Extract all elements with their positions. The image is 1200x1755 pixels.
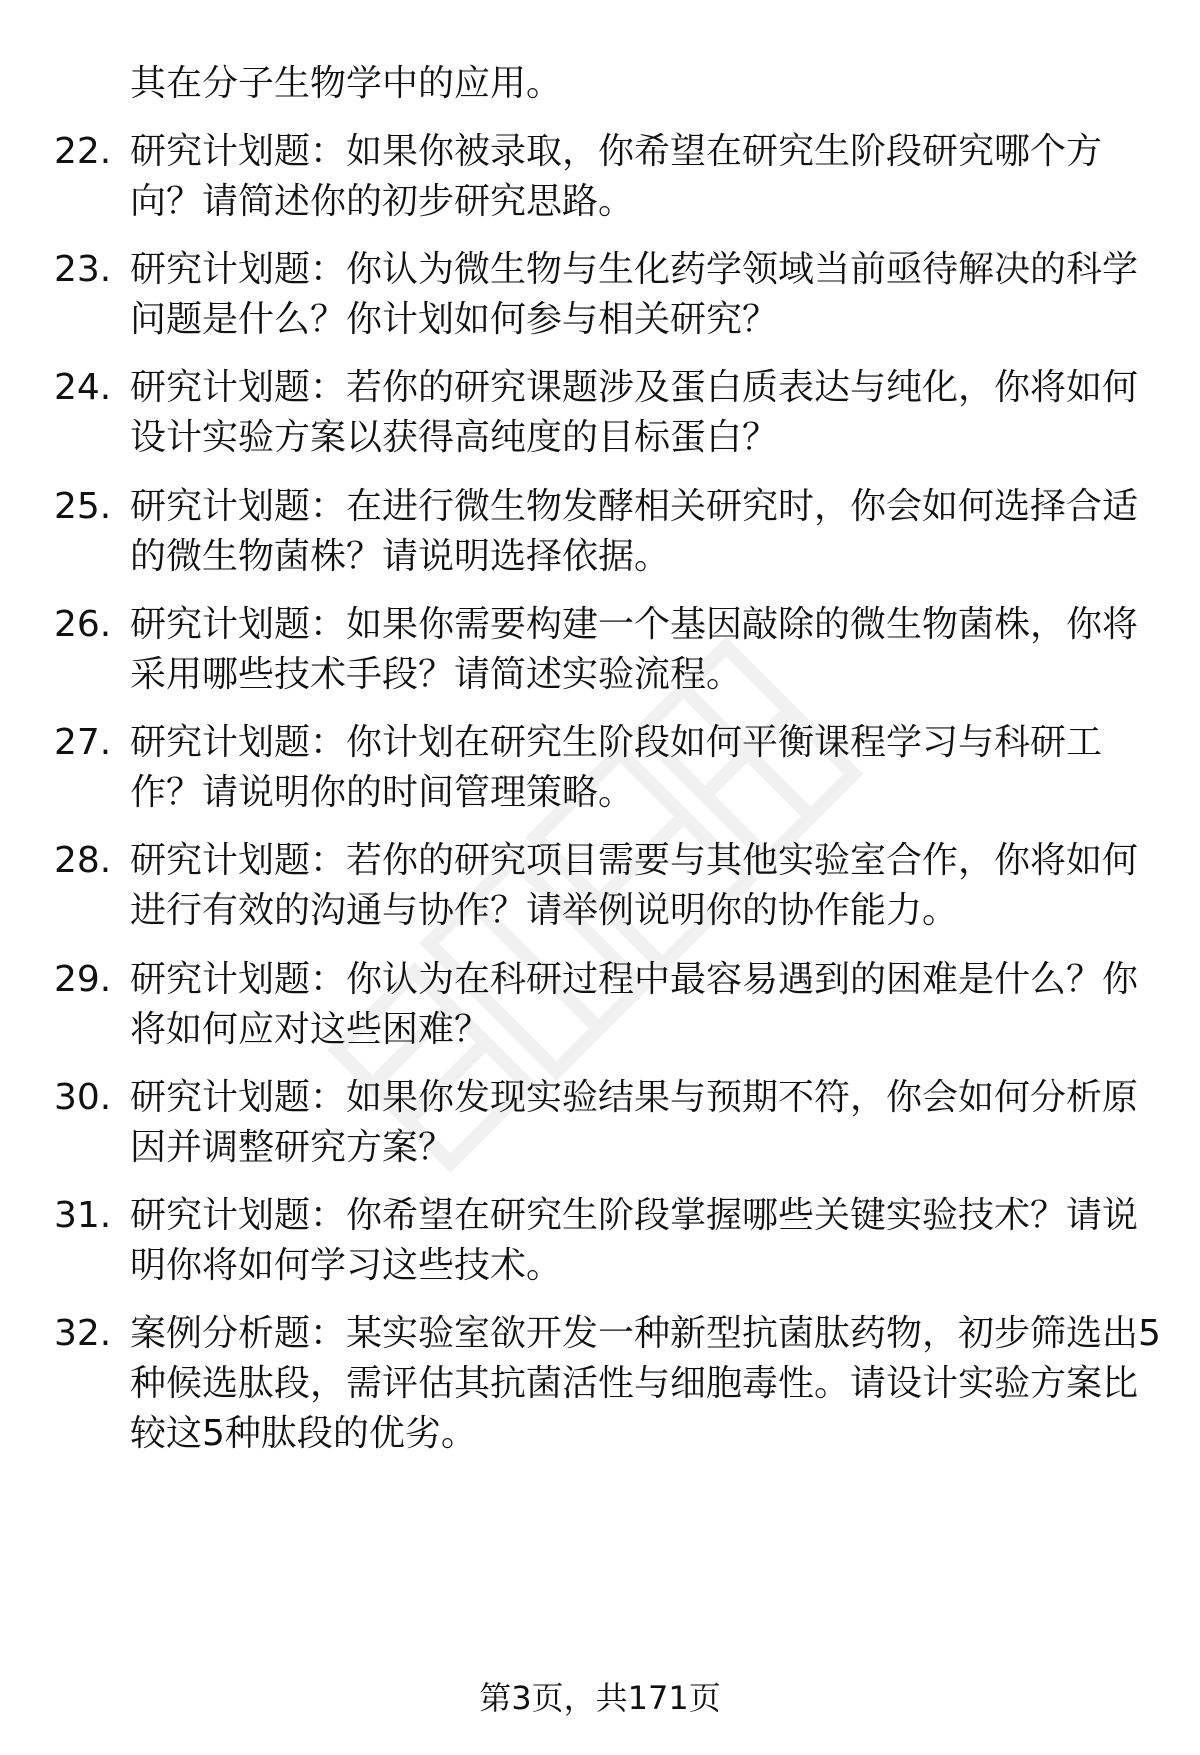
question-item-28 [0, 837, 1200, 937]
question-item-24 [0, 364, 1200, 464]
question-number: 24. [54, 367, 112, 408]
question-text-line: 进行有效的沟通与协作？请举例说明你的协作能力。 [130, 890, 959, 931]
question-number: 29. [54, 959, 112, 1000]
question-item-27 [0, 719, 1200, 819]
question-text-line: 明你将如何学习这些技术。 [130, 1245, 563, 1286]
question-text-line: 研究计划题：在进行微生物发酵相关研究时，你会如何选择合适 [130, 486, 1139, 527]
page-footer: 第3页，共171页 [479, 1679, 721, 1717]
question-number: 31. [54, 1195, 112, 1236]
question-text-line: 问题是什么？你计划如何参与相关研究？ [130, 299, 779, 340]
question-item-26 [0, 601, 1200, 701]
question-item-32 [0, 1310, 1200, 1460]
question-text-line: 研究计划题：你计划在研究生阶段如何平衡课程学习与科研工 [130, 722, 1103, 763]
question-text-line: 研究计划题：如果你发现实验结果与预期不符，你会如何分析原 [130, 1077, 1139, 1118]
question-text-line: 研究计划题：如果你被录取，你希望在研究生阶段研究哪个方 [130, 131, 1103, 172]
question-text-line: 研究计划题：你认为在科研过程中最容易遇到的困难是什么？你 [130, 959, 1139, 1000]
question-number: 22. [54, 131, 112, 172]
question-text-line: 因并调整研究方案？ [130, 1127, 455, 1168]
question-text-line: 研究计划题：若你的研究课题涉及蛋白质表达与纯化，你将如何 [130, 367, 1139, 408]
question-item-22 [0, 128, 1200, 228]
question-number: 27. [54, 722, 112, 763]
question-text-line: 种候选肽段，需评估其抗菌活性与细胞毒性。请设计实验方案比 [130, 1363, 1139, 1404]
question-item-31 [0, 1192, 1200, 1292]
question-text-line: 的微生物菌株？请说明选择依据。 [130, 536, 671, 577]
question-text-line: 研究计划题：你认为微生物与生化药学领域当前亟待解决的科学 [130, 249, 1139, 290]
question-text-line: 将如何应对这些困难？ [130, 1009, 491, 1050]
question-item-30 [0, 1074, 1200, 1174]
question-number: 32. [54, 1313, 112, 1354]
question-number: 23. [54, 249, 112, 290]
question-text-line: 采用哪些技术手段？请简述实验流程。 [130, 654, 743, 695]
question-text-line: 向？请简述你的初步研究思路。 [130, 181, 635, 222]
question-number: 25. [54, 486, 112, 527]
question-item-25 [0, 483, 1200, 583]
question-item-29 [0, 956, 1200, 1056]
question-number: 26. [54, 604, 112, 645]
question-number: 30. [54, 1077, 112, 1118]
continuation-text: 其在分子生物学中的应用。 [130, 63, 563, 104]
question-item-23 [0, 246, 1200, 346]
question-number: 28. [54, 840, 112, 881]
question-text-line: 研究计划题：如果你需要构建一个基因敲除的微生物菌株，你将 [130, 604, 1139, 645]
question-text-line: 研究计划题：若你的研究项目需要与其他实验室合作，你将如何 [130, 840, 1139, 881]
question-text-line: 作？请说明你的时间管理策略。 [130, 772, 635, 813]
question-text-line: 研究计划题：你希望在研究生阶段掌握哪些关键实验技术？请说 [130, 1195, 1139, 1236]
question-text-line: 设计实验方案以获得高纯度的目标蛋白？ [130, 417, 779, 458]
question-text-line: 案例分析题：某实验室欲开发一种新型抗菌肽药物，初步筛选出5 [130, 1313, 1161, 1354]
question-text-line: 较这5种肽段的优劣。 [130, 1413, 477, 1454]
